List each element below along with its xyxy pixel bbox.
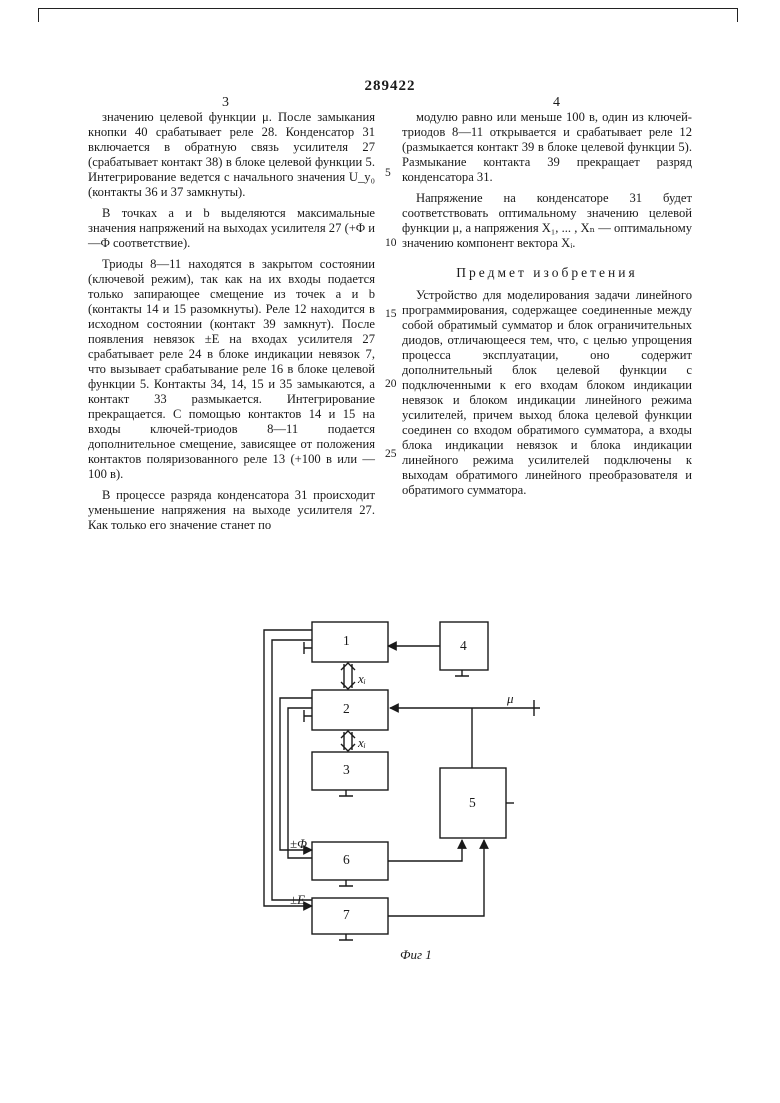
signal-xi-label: xᵢ <box>358 671 366 686</box>
block-2-label: 2 <box>343 701 350 716</box>
block-5-label: 5 <box>469 795 476 810</box>
block-6-frame <box>312 842 388 880</box>
left-paragraph: значению целевой функции μ. После замыкания кнопки 40 срабатывает реле 28. Конденсатор 31 включается в обратную связь усилителя 27 (срабатывает контакт 38) в блоке целевой функции 5. Интегрирование ведется с начального значения U_y₀ (контакты 36 и 37 замкнуты). <box>88 110 375 199</box>
block-2-frame <box>312 690 388 730</box>
claim-heading: Предмет изобретения <box>456 265 638 280</box>
left-paragraph: В процессе разряда конденсатора 31 происходит уменьшение напряжения на выходе усилителя 27. Как только его значение станет по <box>88 488 375 532</box>
line-number: 15 <box>385 308 397 320</box>
line-number: 20 <box>385 378 397 390</box>
right-paragraph: Напряжение на конденсаторе 31 будет соответствовать оптимальному значению целевой функции μ, а напряжения X₁, ... , Xₙ — оптимальному значению компонент вектора Xᵢ. <box>402 191 692 250</box>
signal-phi-label: ±Φ <box>290 836 308 851</box>
block-1-frame <box>312 622 388 662</box>
block-7-label: 7 <box>343 907 350 922</box>
figure-caption: Фиг 1 <box>400 947 432 962</box>
block-3-frame <box>312 752 388 790</box>
signal-xi-label: xᵢ <box>358 735 366 750</box>
signal-mu-label: μ <box>507 691 514 706</box>
line-number: 5 <box>385 167 391 179</box>
line-number: 25 <box>385 448 397 460</box>
signal-e-label: ±E <box>290 892 306 907</box>
line-number: 10 <box>385 237 397 249</box>
left-paragraph: В точках a и b выделяются максимальные значения напряжений на выходах усилителя 27 (+Φ и —Φ соответствие). <box>88 206 375 250</box>
claim-text: Устройство для моделирования задачи линейного программирования, содержащее соединенные между собой обратимый сумматор и блок ограничительных диодов, отличающееся тем, что, с целью упрощения процесса эксплуатации, оно содержит дополнительный блок целевой функции с подключенными к его входам блоком индикации невязок и блоком индикации линейного режима усилителей, причем выход блока целевой функции соединен со входом обратимого сумматора, а входы блока индикации невязок и блока индикации линейного режима усилителей подключены к выходам обратимого линейного преобразователя и обратимого сумматора. <box>402 288 692 497</box>
block-6-label: 6 <box>343 852 350 867</box>
left-paragraph: Триоды 8—11 находятся в закрытом состоянии (ключевой режим), так как на их входы подается только запирающее смещение из точек a и b (контакты 14 и 15 разомкнуты). Реле 12 находится в исходном состоянии (контакт 39 замкнут). После появления невязок ±E на входах усилителя 27 срабатывает реле 24 в блоке индикации невязок 7, что вызывает срабатывание реле 16 в блоке целевой функции 5. Контакты 34, 14, 15 и 35 замыкаются, а контакт 33 размыкается. Интегрирование прекращается. С помощью контактов 14 и 15 на входы ключей-триодов 8—11 подается дополнительное смещение, зависящее от положения контактов поляризованного реле 13 (+100 в или —100 в). <box>88 257 375 481</box>
block-7-frame <box>312 898 388 934</box>
block-1-label: 1 <box>343 633 350 648</box>
column-number-left: 3 <box>222 95 229 110</box>
block-3-label: 3 <box>343 762 350 777</box>
block-4-label: 4 <box>460 638 467 653</box>
right-paragraph: модулю равно или меньше 100 в, один из ключей-триодов 8—11 открывается и срабатывает реле 12 (размыкается контакт 39 в блоке целевой функции 5). Размыкание контакта 39 прекращает разряд конденсатора 31. <box>402 110 692 184</box>
patent-number: 289422 <box>364 78 416 94</box>
column-number-right: 4 <box>553 95 560 110</box>
